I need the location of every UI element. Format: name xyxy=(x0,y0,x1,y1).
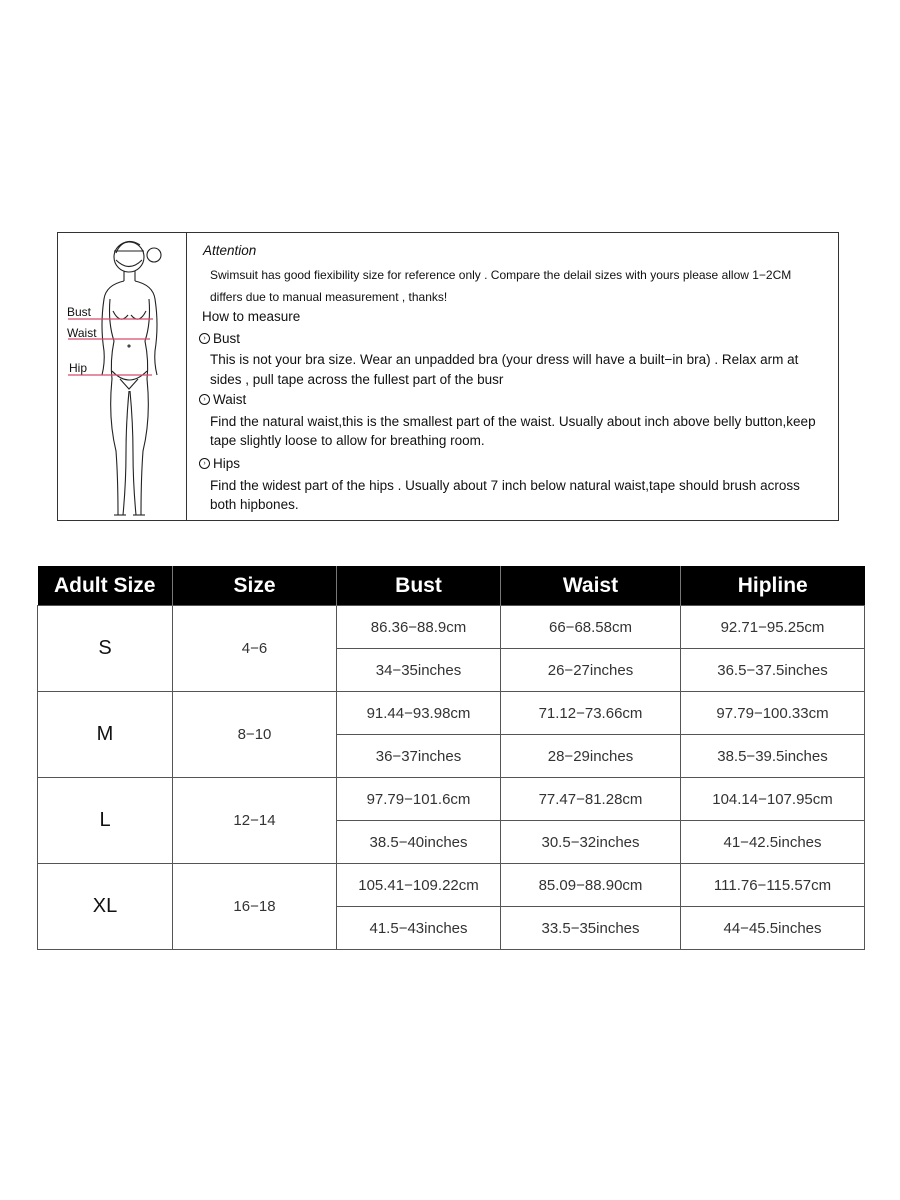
hips-heading xyxy=(199,456,240,471)
waist-inches-cell: 30.5−32inches xyxy=(501,821,681,864)
table-row xyxy=(38,864,865,907)
waist-cm-cell: 66−68.58cm xyxy=(501,606,681,649)
waist-instructions-line-2: tape slightly loose to allow for breathing room. xyxy=(210,433,485,448)
bullet-arrow-icon: › xyxy=(199,333,210,344)
bust-instructions-line-2: sides , pull tape across the fullest part of the busr xyxy=(210,372,504,387)
adult-size-cell: S xyxy=(38,606,173,692)
body-figure-illustration xyxy=(58,233,186,520)
size-range-cell: 12−14 xyxy=(173,778,337,864)
hip-inches-cell: 44−45.5inches xyxy=(681,907,865,950)
hips-instructions-line-1: Find the widest part of the hips . Usually about 7 inch below natural waist,tape should brush across xyxy=(210,478,800,493)
header-adult-size: Adult Size xyxy=(38,566,173,606)
waist-heading xyxy=(199,392,246,407)
waist-figure-label: Waist xyxy=(67,326,97,340)
bust-inches-cell: 41.5−43inches xyxy=(337,907,501,950)
adult-size-cell: L xyxy=(38,778,173,864)
bust-figure-label: Bust xyxy=(67,305,92,319)
table-row xyxy=(38,606,865,649)
bust-heading-label: Bust xyxy=(213,331,241,346)
bust-heading xyxy=(199,331,240,346)
table-row xyxy=(38,778,865,821)
size-range-cell: 8−10 xyxy=(173,692,337,778)
header-bust: Bust xyxy=(337,566,501,606)
waist-inches-cell: 28−29inches xyxy=(501,735,681,778)
table-row xyxy=(38,692,865,735)
adult-size-cell: XL xyxy=(38,864,173,950)
header-size: Size xyxy=(173,566,337,606)
hip-inches-cell: 41−42.5inches xyxy=(681,821,865,864)
attention-heading: Attention xyxy=(203,243,257,258)
adult-size-cell: M xyxy=(38,692,173,778)
bullet-arrow-icon: › xyxy=(199,394,210,405)
hips-heading-label: Hips xyxy=(213,456,241,471)
hip-cm-cell: 92.71−95.25cm xyxy=(681,606,865,649)
bust-instructions-line-1: This is not your bra size. Wear an unpadded bra (your dress will have a built−in bra) . Relax arm at xyxy=(210,352,799,367)
hip-figure-label: Hip xyxy=(69,361,88,375)
hip-inches-cell: 38.5−39.5inches xyxy=(681,735,865,778)
attention-line-2: differs due to manual measurement , thanks! xyxy=(210,290,448,304)
bust-cm-cell: 91.44−93.98cm xyxy=(337,692,501,735)
body-figure-panel xyxy=(58,233,187,520)
bust-inches-cell: 38.5−40inches xyxy=(337,821,501,864)
hip-cm-cell: 111.76−115.57cm xyxy=(681,864,865,907)
size-range-cell: 4−6 xyxy=(173,606,337,692)
bust-cm-cell: 86.36−88.9cm xyxy=(337,606,501,649)
waist-instructions-line-1: Find the natural waist,this is the smallest part of the waist. Usually about inch above belly button,keep xyxy=(210,414,816,429)
bust-inches-cell: 34−35inches xyxy=(337,649,501,692)
waist-cm-cell: 85.09−88.90cm xyxy=(501,864,681,907)
size-range-cell: 16−18 xyxy=(173,864,337,950)
hip-inches-cell: 36.5−37.5inches xyxy=(681,649,865,692)
header-hipline: Hipline xyxy=(681,566,865,606)
waist-cm-cell: 77.47−81.28cm xyxy=(501,778,681,821)
size-chart-table xyxy=(37,566,865,950)
header-waist: Waist xyxy=(501,566,681,606)
hip-cm-cell: 97.79−100.33cm xyxy=(681,692,865,735)
hip-cm-cell: 104.14−107.95cm xyxy=(681,778,865,821)
bust-cm-cell: 105.41−109.22cm xyxy=(337,864,501,907)
table-header-row xyxy=(38,566,865,606)
waist-cm-cell: 71.12−73.66cm xyxy=(501,692,681,735)
measuring-guide xyxy=(57,232,839,521)
waist-heading-label: Waist xyxy=(213,392,247,407)
bust-inches-cell: 36−37inches xyxy=(337,735,501,778)
guide-text xyxy=(198,233,838,520)
waist-inches-cell: 26−27inches xyxy=(501,649,681,692)
bullet-arrow-icon: › xyxy=(199,458,210,469)
how-to-measure-heading: How to measure xyxy=(202,309,301,324)
waist-inches-cell: 33.5−35inches xyxy=(501,907,681,950)
bust-cm-cell: 97.79−101.6cm xyxy=(337,778,501,821)
hips-instructions-line-2: both hipbones. xyxy=(210,497,299,512)
attention-line-1: Swimsuit has good fiexibility size for reference only . Compare the delail sizes with yours please allow 1−2CM xyxy=(210,268,792,282)
